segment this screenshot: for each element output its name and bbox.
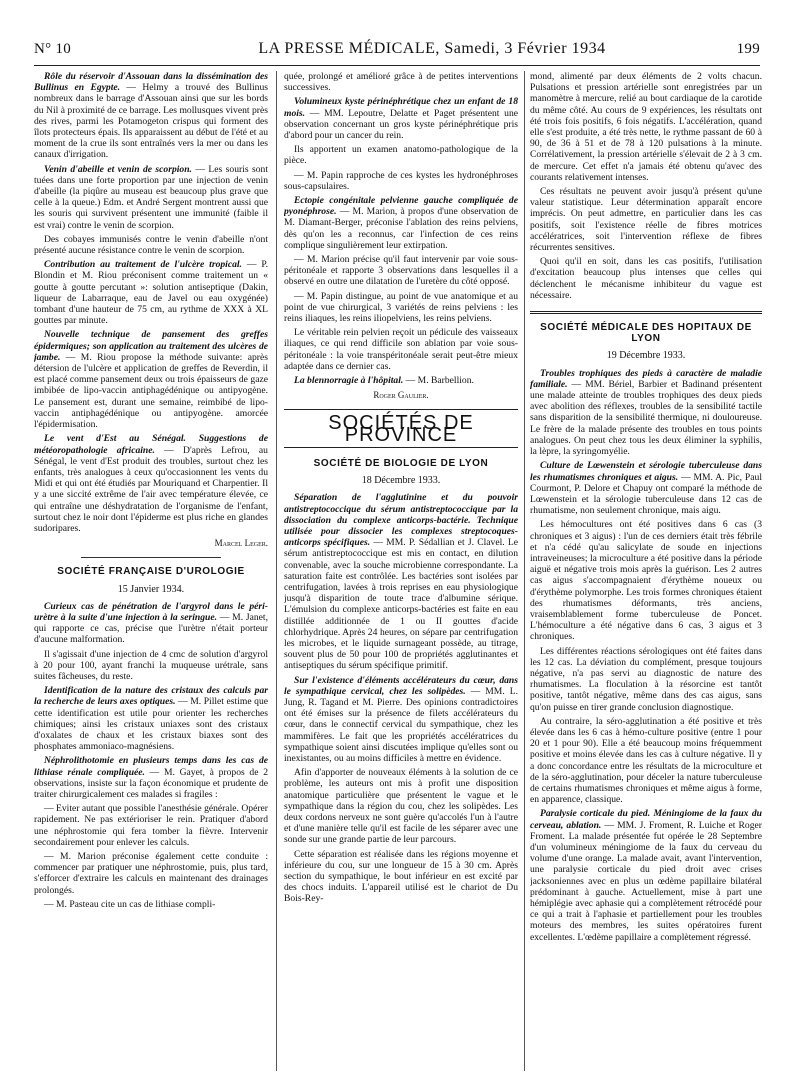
article (284, 675, 518, 765)
article (284, 96, 518, 141)
article-title: Paralysie corticale du pied. Méningiome de la faux du cerveau, ablation. (530, 808, 762, 831)
section-separator (530, 311, 762, 314)
article-text: — MM. A. Pic, Paul Courmont, P. Delore et Chapuy ont comparé la méthode de Lœwenstein et la sérologie tuberculeuse dans 12 cas de rhumatisme, non seulement chronique, mais aigu. (530, 471, 762, 517)
section-separator (81, 557, 221, 558)
article (34, 685, 268, 752)
article (34, 433, 268, 534)
article-text: — MM. J. Froment, R. Luiche et Roger Froment. La malade présentée fut opérée le 28 Septembre d'un volumineux méningiome de la faux du cerveau du volume d'une orange. La malade avait, avant l'intervention, une paralysie corticale du pied droit avec crises jacksoniennes avec en plus un œdème papillaire bilatéral prédominant à gauche. Actuellement, mise à part une hémiplégie avec aphasie qui a complètement rétrocédé pour ce qui a trait à l'aphasie et partiellement pour les troubles moteurs des membres, les suites opératoires furent excellentes. L'œdème papillaire a complètement régressé. (530, 819, 762, 943)
paragraph: Les hémocultures ont été positives dans 6 cas (3 chroniques et 3 aigus) : l'un de ces derniers était très fébrile et n'a cédé qu'au salicylate de soude en injections intraveineuses; la microculture a été positive dans la période aiguë et négative trois mois après la guérison. Les 2 autres cas aigus s'accompagnaient d'érythème noueux ou d'érythème polymorphe. Les trois formes chroniques étaient des rhumatismes déformants, très anciens, vraisemblablement forme tuberculeuse de Poncet. L'hémoculture a été négative dans 6 cas, 3 aigus et 3 chroniques. (530, 519, 762, 643)
paragraph: mond, alimenté par deux éléments de 2 volts chacun. Pulsations et pression artérielle sont enregistrées par un manomètre à mercure, relié au bout cardiaque de la carotide du même côté. Au cours de 9 expériences, les résultats ont été trois fois positifs, 6 fois négatifs. L'accélération, quand elle s'est produite, a été très nette, le rythme passant de 60 à 90, de 36 à 51 et de 78 à 120 pulsations à la minute. Corrélativement, la pression artérielle s'élevait de 2 à 3 cm. de mercure. Cet effet n'a jamais été obtenu qu'avec des courants relativement intenses. (530, 71, 762, 183)
article-title: Rôle du réservoir d'Assouan dans la dissémination des Bullinus en Egypte. (34, 71, 268, 94)
article (284, 375, 518, 386)
article-title: Culture de Lœwenstein et sérologie tuberculeuse dans les rhumatismes chroniques et aigus. (530, 460, 762, 483)
article-title: Contribution au traitement de l'ulcère tropical. (44, 259, 242, 271)
article (34, 329, 268, 430)
major-section-heading: SOCIÉTÉS DE PROVINCE (284, 409, 518, 447)
column-2 (284, 71, 518, 1076)
column-divider (276, 71, 277, 1071)
paragraph: Quoi qu'il en soit, dans les cas positifs, l'utilisation d'excitation beaucoup plus intenses que celles qui déclenchent le mécanisme inhibiteur du vague est nécessaire. (530, 256, 762, 301)
paragraph: — Eviter autant que possible l'anesthésie générale. Opérer rapidement. Ne pas extérioriser le rein. Pratiquer d'abord une néphrostomie qui fera tomber la fièvre. Intervenir secondairement pour enlever les calculs. (34, 803, 268, 848)
session-date: 18 Décembre 1933. (361, 475, 441, 487)
article-text: — MM. P. Sédallian et J. Clavel. Le sérum antistreptococcique est mis en contact, en dilution convenable, avec la souche microbienne correspondante. La saturation faite est contrôlée. Les bactéries sont isolées par centrifugation, lavées à trois reprises en eau physiologique jusqu'à disparition de toute trace d'albumine sérique. L'émulsion du complexe anticorps-bactéries est faite en eau distillée additionnée de 1 ou II gouttes d'acide chlorhydrique. Après 24 heures, on sépare par centrifugation les microbes, et le liquide surnageant possède, au titrage, souvent plus de 50 pour 100 de propriétés agglutinantes et antiseptiques du sérum spécifique primitif. (284, 537, 518, 672)
article (530, 368, 762, 458)
paragraph: — M. Marion préconise également cette conduite : commencer par pratiquer une néphrostomie, puis, plus tard, s'efforcer d'extraire les calculs en maintenant des drainages prolongés. (34, 851, 268, 896)
paragraph: Cette séparation est réalisée dans les régions moyenne et inférieure du cou, sur une longueur de 15 à 30 cm. Après section du sympathique, le bout inférieur en est excité par des chocs induits. L'appareil utilisé est le chariot de Du Bois-Rey- (284, 848, 518, 905)
paragraph: — M. Papin distingue, au point de vue anatomique et au point de vue chirurgical, 3 variétés de reins pelviens : les reins iliaques, les reins iliopelviens, les reins pelviens. (284, 290, 518, 325)
article-title: Troubles trophiques des pieds à caractère de maladie familiale. (530, 367, 762, 390)
article-text: — M. Gayet, à propos de 2 observations, insiste sur la façon économique et prudente de traiter chirurgicalement ces malades si fragiles : (34, 766, 268, 800)
article-title: Volumineux kyste périnéphrétique chez un enfant de 18 mois. (284, 96, 518, 119)
article-title: Néphrolithotomie en plusieurs temps dans les cas de lithiase rénale compliquée. (34, 755, 268, 778)
article-title: Curieux cas de pénétration de l'argyrol dans le péri-urètre à la suite d'une injection à la seringue. (34, 600, 268, 623)
article-text: — M. Marion, à propos d'une observation de M. Diamant-Berger, préconise l'ablation des reins pelviens, dès qu'on les a reconnus, car l'infection de ces reins complique singulièrement leur extirpation. (284, 206, 518, 251)
section-heading: SOCIÉTÉ FRANÇAISE D'UROLOGIE (57, 566, 245, 578)
session-date: 15 Janvier 1934. (117, 583, 185, 595)
article-text: — M. Riou propose la méthode suivante: après détersion de l'ulcère et application de greffes de Reverdin, il est placé comme pansement deux ou trois épaisseurs de gaze imbibée de lipo-vaccin antiphagédénique ou antipyogène. Le pansement est, durant une semaine, reimbibé de lipo-vaccin antiphagédénique ou antipyogène. amorcée l'épidermisation. (34, 351, 268, 431)
issue-number: N° 10 (34, 41, 72, 57)
article (34, 259, 268, 326)
author-signature: Roger Gaulier. (373, 390, 429, 401)
article-text: — D'après Lefrou, au Sénégal, le vent d'Est produit des troubles, surtout chez les enfants, très analogues à ceux qu'occasionnent les vents du Midi et qui ont été étudiés par Mouriquand et Charpentier. Il y a une siccité extrême de l'air avec température élevée, ce qui entraîne une déshydratation de l'organisme de l'enfant, surtout chez le noir dont l'épiderme est plus riche en glandes sudoripares. (34, 444, 268, 534)
article (284, 492, 518, 671)
paragraph: Au contraire, la séro-agglutination a été positive et très élevée dans les 6 cas à hémo-culture positive (entre 1 pour 20 et 1 pour 90). Elle a été beaucoup moins fréquemment positive et moins élevée dans les cas à culture négative. Il y a donc concordance entre les résultats de la microculture et de la séro-agglutination, pour déceler la nature tuberculeuse de certains rhumatismes chroniques et même aigus à forme, en apparence, classique. (530, 715, 762, 806)
paragraph: Des cobayes immunisés contre le venin d'abeille n'ont présenté aucune résistance contre le venin de scorpion. (34, 233, 268, 257)
column-1 (34, 71, 268, 1076)
journal-masthead (164, 40, 700, 58)
paragraph: quée, prolongé et amélioré grâce à de petites interventions successives. (284, 71, 518, 94)
article-text: — MM. Bériel, Barbier et Badinand présentent une malade atteinte de troubles trophiques des deux pieds avec abolition des réflexes, troubles de la sensibilité tactile sans disparition de la sensibilité thermique, ni douloureuse. Le frère de la malade présente des troubles en tous points analogues. On peut chez tous les deux éliminer la syphilis, la lèpre, la syringomyélie. (530, 378, 762, 458)
article-text: — Les souris sont tuées dans une forte proportion par une injection de venin d'abeille (la piqûre au museau est beaucoup plus grave que celle à la queue.) Edm. et André Sergent montrent aussi que les souris qui survivent présentent une immunité (faible il est vrai) contre le venin de scorpion. (34, 163, 268, 231)
page-number: 199 (736, 41, 760, 57)
section-heading: SOCIÉTÉ DE BIOLOGIE DE LYON (313, 457, 489, 469)
column-divider (524, 71, 525, 1071)
article-text: — M. Barbellion. (403, 375, 474, 387)
article-title: Ectopie congénitale pelvienne gauche compliquée de pyonéphrose. (284, 195, 518, 218)
section-heading: SOCIÉTÉ MÉDICALE DES HOPITAUX DE LYON (540, 322, 752, 345)
article-title: Le vent d'Est au Sénégal. Suggestions de météoropathologie africaine. (34, 433, 268, 456)
article (34, 601, 268, 646)
article (530, 460, 762, 516)
paragraph: Les différentes réactions sérologiques ont été faites dans les 12 cas. La déviation du complément, presque toujours négative, n'a pas servi au diagnostic de nature des rhumatismes. La floculation à la résorcine est tantôt positive, tantôt négative, même dans des cas aigus, sans qu'on puisse en tirer grande conclusion diagnostique. (530, 645, 762, 713)
paragraph: Afin d'apporter de nouveaux éléments à la solution de ce problème, les auteurs ont mis à profit une disposition anatomique particulière que présentent le vague et le sympathique dans la région du cou, chez les solipèdes. Les deux cordons nerveux ne sont guère qu'accolés l'un à l'autre et d'une manière telle qu'il est facile de les séparer avec une sonde sur une grande partie de leur parcours. (284, 767, 518, 846)
paragraph: Ils apportent un examen anatomo-pathologique de la pièce. (284, 144, 518, 167)
article-text: — M. Pillet estime que cette identification est utile pour orienter les recherches chimiques; ainsi les cristaux uniaxes sont des cristaux d'oxalates de chaux et les cristaux biaxes sont des phosphates ammoniaco-magnésiens. (34, 696, 268, 753)
paragraph: Le véritable rein pelvien reçoit un pédicule des vaisseaux iliaques, ce qui rend difficile son ablation par voie sous-péritonéale : la voie transpéritonéale serait peut-être mieux adaptée dans ce dernier cas. (284, 327, 518, 372)
paragraph: — M. Papin rapproche de ces kystes les hydronéphroses sous-capsulaires. (284, 169, 518, 192)
paragraph: Il s'agissait d'une injection de 4 cmc de solution d'argyrol à 20 pour 100, ayant franchi la muqueuse urétrale, sans suites fâcheuses, du reste. (34, 648, 268, 682)
author-signature: Marcel Leger. (214, 538, 268, 549)
article (34, 71, 268, 161)
paragraph: — M. Marion précise qu'il faut intervenir par voie sous-péritonéale et rapporte 3 observations dans lesquelles il a observé en outre une dilatation de l'uretère du côté opposé. (284, 254, 518, 288)
article-text: — Helmy a trouvé des Bullinus nombreux dans le barrage d'Assouan ainsi que sur les bords du Nil à proximité de ce barrage. Les mollusques vivent près des rives, parmi les Potamogeton crispus qui forment des îlots protecteurs épais. Ils apparaissent au début de l'été et au moment de la crue ils sont entraînés vers la mer ou dans les canaux d'irrigation. (34, 82, 268, 161)
article-title: Identification de la nature des cristaux des calculs par la recherche de leurs axes optiques. (34, 685, 268, 708)
header-rule (34, 65, 760, 66)
article-title: Nouvelle technique de pansement des greffes épidermiques; son application au traitement des ulcères de jambe. (34, 329, 268, 363)
paragraph: Ces résultats ne peuvent avoir jusqu'à présent qu'une valeur statistique. Leur détermination apparaît encore imprécis. On peut admettre, en particulier dans les cas positifs, soit l'existence réelle de fibres motrices accélératrices, soit l'intervention réflexe de fibres récurrentes sensitives. (530, 186, 762, 254)
article (34, 164, 268, 231)
article-text: — MM. L. Jung, R. Tagand et M. Pierre. Des opinions contradictoires ont été émises sur la présence de filets accélérateurs du cœur, dans le connectif cervical du sympathique, chez les mammifères. Le fait que les propriétés accélératrices du sympathique soient ainsi discutées implique qu'elles sont ou inexistantes, ou au moins difficiles à mettre en évidence. (284, 685, 518, 764)
page-header (34, 40, 760, 64)
column-3 (530, 71, 762, 1076)
article-text: — P. Blondin et M. Riou préconisent comme traitement un « goutte à goutte percutant »: solution antiseptique (Dakin, liqueur de Labarraque, eau de Javel ou eau oxygénée) tombant d'une hauteur de 75 cm, au rythme de XXX à XL gouttes par minute. (34, 259, 268, 327)
article (530, 808, 762, 942)
journal-title: LA PRESSE MÉDICALE, (258, 40, 440, 57)
paragraph: — M. Pasteau cite un cas de lithiase compli- (44, 898, 216, 910)
article-title: Séparation de l'agglutinine et du pouvoir antistreptococcique du sérum antistreptococcique par la dissociation du complexe anticorps-bactérie. Technique utilisée pour dissocier les complexes streptocoques-anticorps spécifiques. (284, 492, 518, 549)
article-text: — M. Janet, qui rapporte ce cas, précise que l'urètre n'était porteur d'aucune malformation. (34, 611, 268, 646)
article-title: Sur l'existence d'éléments accélérateurs du cœur, dans le sympathique cervical, chez les solipèdes. (284, 674, 518, 697)
article-title: Venin d'abeille et venin de scorpion. (44, 163, 192, 175)
article (34, 755, 268, 800)
session-date: 19 Décembre 1933. (606, 350, 686, 362)
article-text: — MM. Lepoutre, Delatte et Paget présentent une observation concernant un gros kyste périnéphrétique pris d'abord pour un cancer du rein. (284, 107, 518, 142)
article-title: La blennorragie à l'hôpital. (294, 375, 404, 387)
issue-date: Samedi, 3 Février 1934 (444, 40, 606, 57)
article (284, 195, 518, 251)
